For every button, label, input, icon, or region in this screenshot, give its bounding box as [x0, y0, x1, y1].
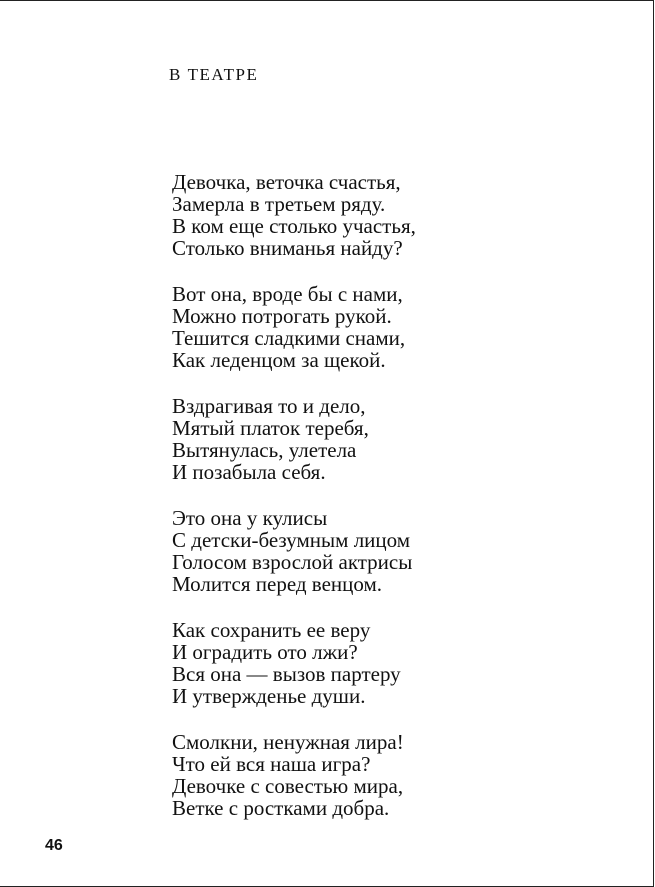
- stanza-2: [172, 283, 612, 371]
- poem-line: В ком еще столько участья,: [172, 214, 416, 238]
- poem-line: Как леденцом за щекой.: [172, 348, 386, 372]
- poem-line: Вся она — вызов партеру: [172, 662, 401, 686]
- poem-line: Это она у кулисы: [172, 506, 328, 530]
- poem-line: С детски-безумным лицом: [172, 528, 411, 552]
- poem-line: Девочке с совестью мира,: [172, 774, 404, 798]
- poem-line: И утвержденье души.: [172, 684, 366, 708]
- poem-line: Вздрагивая то и дело,: [172, 394, 366, 418]
- poem-body: [172, 171, 612, 843]
- poem-line: Тешится сладкими снами,: [172, 326, 406, 350]
- poem-line: Можно потрогать рукой.: [172, 304, 392, 328]
- stanza-3: [172, 395, 612, 483]
- stanza-1: [172, 171, 612, 259]
- poem-line: Столько вниманья найду?: [172, 236, 403, 260]
- poem-line: Голосом взрослой актрисы: [172, 550, 413, 574]
- poem-line: И позабыла себя.: [172, 460, 326, 484]
- poem-title: В ТЕАТРЕ: [169, 65, 259, 84]
- poem-line: Вытянулась, улетела: [172, 438, 357, 462]
- poem-line: Вот она, вроде бы с нами,: [172, 282, 403, 306]
- poem-line: Молится перед венцом.: [172, 572, 383, 596]
- poem-line: Смолкни, ненужная лира!: [172, 730, 404, 754]
- page-number: 46: [45, 837, 63, 854]
- stanza-5: [172, 619, 612, 707]
- poem-line: Что ей вся наша игра?: [172, 752, 371, 776]
- poem-line: Ветке с ростками добра.: [172, 796, 390, 820]
- stanza-4: [172, 507, 612, 595]
- poem-line: Мятый платок теребя,: [172, 416, 369, 440]
- stanza-6: [172, 731, 612, 819]
- poem-line: И оградить ото лжи?: [172, 640, 358, 664]
- poem-line: Как сохранить ее веру: [172, 618, 371, 642]
- poem-line: Девочка, веточка счастья,: [172, 170, 401, 194]
- poem-line: Замерла в третьем ряду.: [172, 192, 386, 216]
